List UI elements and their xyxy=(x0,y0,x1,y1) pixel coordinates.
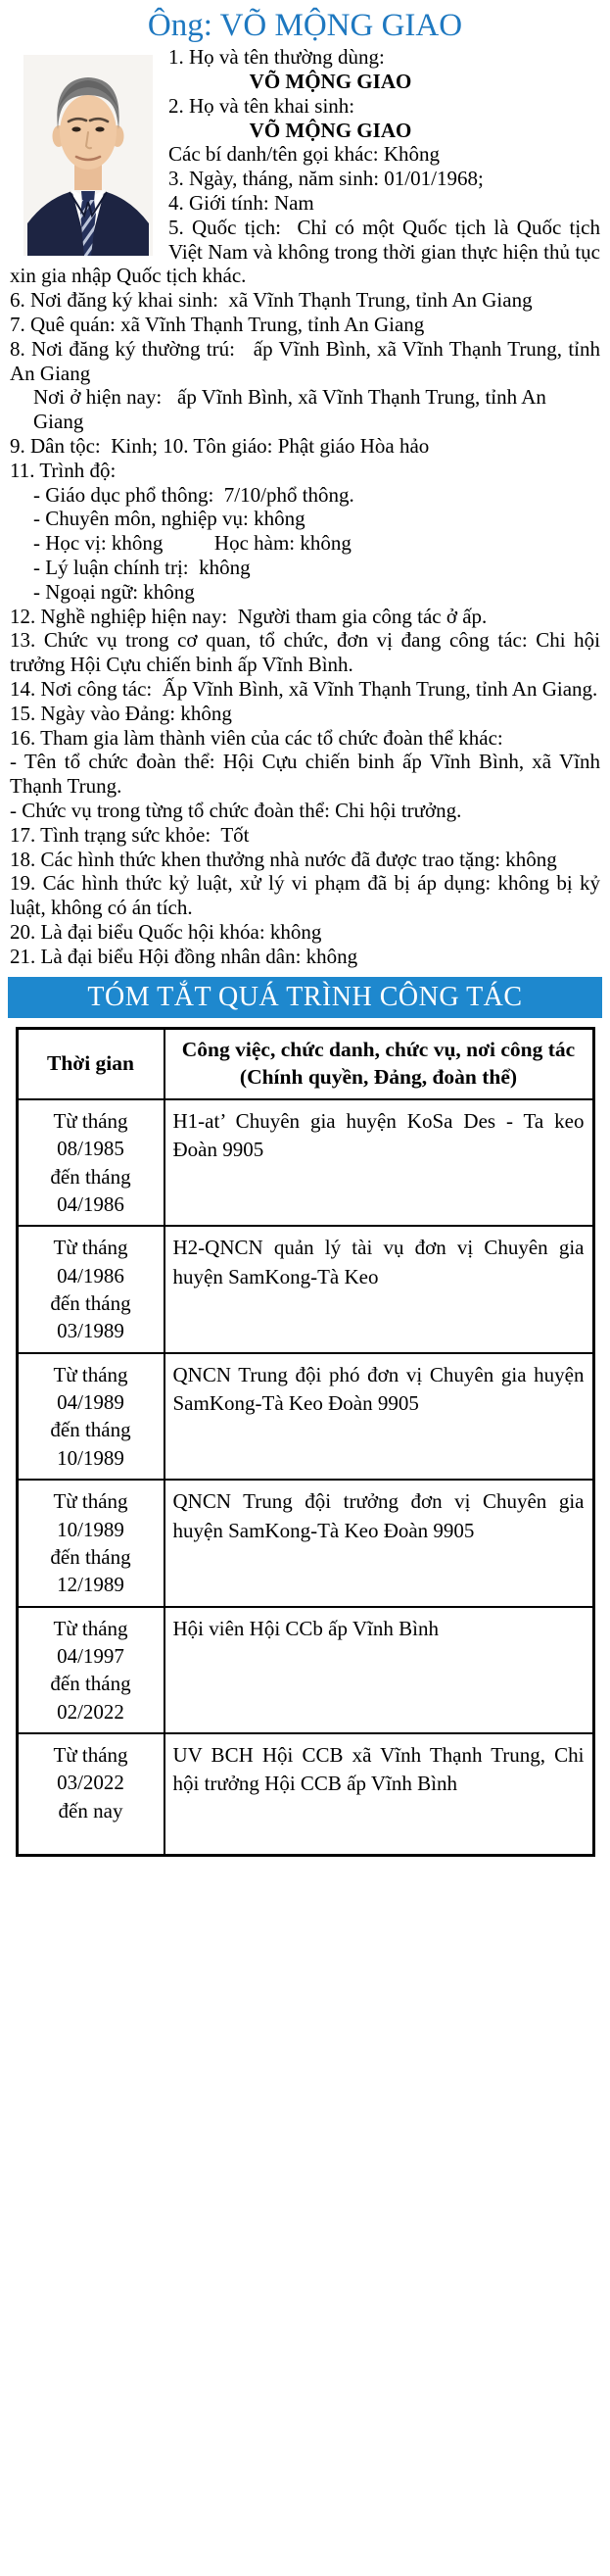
job-cell: QNCN Trung đội phó đơn vị Chuyên gia huyện SamKong-Tà Keo Đoàn 9905 xyxy=(164,1353,594,1480)
item-11-foreign-language: - Ngoại ngữ: không xyxy=(33,579,195,604)
item-14-workplace: 14. Nơi công tác: Ấp Vĩnh Bình, xã Vĩnh Thạnh Trung, tỉnh An Giang. xyxy=(10,677,598,702)
table-row xyxy=(17,1353,593,1480)
profile-photo xyxy=(23,55,153,256)
item-1-common-name-label: 1. Họ và tên thường dùng: xyxy=(168,45,385,70)
period-cell xyxy=(17,1733,164,1856)
career-banner: TÓM TẮT QUÁ TRÌNH CÔNG TÁC xyxy=(8,977,602,1019)
item-16-organization-position: - Chức vụ trong từng tổ chức đoàn thể: Chi hội trưởng. xyxy=(10,799,462,822)
item-6-birth-registration: 6. Nơi đăng ký khai sinh: xã Vĩnh Thạnh Trung, tỉnh An Giang xyxy=(10,288,533,313)
job-cell: H1-at’ Chuyên gia huyện KoSa Des - Ta keo Đoàn 9905 xyxy=(164,1099,594,1226)
item-11-general-education: - Giáo dục phổ thông: 7/10/phổ thông. xyxy=(33,482,354,507)
career-table xyxy=(16,1027,595,1857)
item-2-birth-name-label: 2. Họ và tên khai sinh: xyxy=(168,93,355,118)
item-16-memberships-label: 16. Tham gia làm thành viên của các tổ chức đoàn thể khác: xyxy=(10,725,503,750)
portrait-graphic xyxy=(23,55,153,256)
period-from: Từ tháng 08/1985 xyxy=(53,1109,128,1161)
item-7-hometown: 7. Quê quán: xã Vĩnh Thạnh Trung, tỉnh An Giang xyxy=(10,313,425,337)
page-title: Ông: VÕ MỘNG GIAO xyxy=(147,8,463,43)
period-to: đến tháng 04/1986 xyxy=(50,1164,131,1217)
item-3-date-of-birth: 3. Ngày, tháng, năm sinh: 01/01/1968; xyxy=(168,167,484,191)
table-row xyxy=(17,1226,593,1352)
period-cell xyxy=(17,1353,164,1480)
period-to: đến tháng 10/1989 xyxy=(50,1418,131,1470)
item-11-political-theory: - Lý luận chính trị: không xyxy=(33,556,251,580)
item-16-organization-name: - Tên tổ chức đoàn thể: Hội Cựu chiến binh ấp Vĩnh Bình, xã Vĩnh Thạnh Trung. xyxy=(10,750,600,799)
col-header-job-line2: (Chính quyền, Đảng, đoàn thể) xyxy=(239,1065,518,1090)
item-17-health-status: 17. Tình trạng sức khỏe: Tốt xyxy=(10,822,250,847)
job-cell: UV BCH Hội CCB xã Vĩnh Thạnh Trung, Chi hội trưởng Hội CCB ấp Vĩnh Bình xyxy=(164,1733,594,1856)
table-row xyxy=(17,1480,593,1606)
table-row xyxy=(17,1733,593,1856)
col-header-job xyxy=(164,1029,594,1099)
item-aliases: Các bí danh/tên gọi khác: Không xyxy=(168,142,441,167)
period-to: đến tháng 12/1989 xyxy=(50,1544,131,1597)
period-to: đến nay xyxy=(58,1798,123,1823)
period-to: đến tháng 03/1989 xyxy=(50,1291,131,1343)
item-5-nationality: 5. Quốc tịch: Chỉ có một Quốc tịch là Quốc tịch Việt Nam và không trong thời gian thực hiện thủ tục xin gia nhập Quốc tịch khác. xyxy=(10,215,600,288)
item-current-residence: Nơi ở hiện nay: ấp Vĩnh Bình, xã Vĩnh Thạnh Trung, tỉnh An Giang xyxy=(33,385,546,434)
item-1-common-name-value: VÕ MỘNG GIAO xyxy=(249,70,412,94)
job-cell: QNCN Trung đội trưởng đơn vị Chuyên gia huyện SamKong-Tà Keo Đoàn 9905 xyxy=(164,1480,594,1606)
table-header-row xyxy=(17,1029,593,1099)
period-from: Từ tháng 04/1986 xyxy=(53,1236,128,1288)
table-row xyxy=(17,1607,593,1733)
period-from: Từ tháng 04/1997 xyxy=(53,1616,128,1668)
item-11-education-label: 11. Trình độ: xyxy=(10,458,117,482)
period-from: Từ tháng 03/2022 xyxy=(53,1742,128,1795)
period-cell xyxy=(17,1226,164,1352)
item-8-permanent-residence: 8. Nơi đăng ký thường trú: ấp Vĩnh Bình, xã Vĩnh Thạnh Trung, tỉnh An Giang xyxy=(10,336,600,385)
job-cell: Hội viên Hội CCb ấp Vĩnh Bình xyxy=(164,1607,594,1733)
job-cell: H2-QNCN quản lý tài vụ đơn vị Chuyên gia huyện SamKong-Tà Keo xyxy=(164,1226,594,1352)
item-4-gender: 4. Giới tính: Nam xyxy=(168,191,314,216)
item-11-professional-training: - Chuyên môn, nghiệp vụ: không xyxy=(33,507,305,531)
period-cell xyxy=(17,1099,164,1226)
item-2-birth-name-value: VÕ MỘNG GIAO xyxy=(249,118,412,142)
col-header-job-line1: Công việc, chức danh, chức vụ, nơi công tác xyxy=(181,1038,576,1062)
item-21-peoples-council-deputy: 21. Là đại biểu Hội đồng nhân dân: không xyxy=(10,944,358,968)
item-18-state-awards: 18. Các hình thức khen thưởng nhà nước đã được trao tặng: không xyxy=(10,847,557,871)
table-row xyxy=(17,1099,593,1226)
period-from: Từ tháng 10/1989 xyxy=(53,1489,128,1541)
period-to: đến tháng 02/2022 xyxy=(50,1672,131,1724)
item-15-party-admission-date: 15. Ngày vào Đảng: không xyxy=(10,701,232,725)
period-cell xyxy=(17,1480,164,1606)
item-11-degree-and-title: - Học vị: không Học hàm: không xyxy=(33,531,352,556)
period-from: Từ tháng 04/1989 xyxy=(53,1362,128,1415)
bio-section xyxy=(0,8,610,969)
item-19-disciplinary-actions: 19. Các hình thức kỷ luật, xử lý vi phạm đã bị áp dụng: không bị kỷ luật, không có án tích. xyxy=(10,871,600,920)
item-12-occupation: 12. Nghề nghiệp hiện nay: Người tham gia công tác ở ấp. xyxy=(10,604,488,628)
item-20-national-assembly-deputy: 20. Là đại biểu Quốc hội khóa: không xyxy=(10,919,322,944)
item-9-10-ethnicity-religion: 9. Dân tộc: Kinh; 10. Tôn giáo: Phật giáo Hòa hảo xyxy=(10,434,430,459)
item-13-position: 13. Chức vụ trong cơ quan, tổ chức, đơn vị đang công tác: Chi hội trưởng Hội Cựu chiến binh ấp Vĩnh Bình. xyxy=(10,628,600,677)
col-header-period: Thời gian xyxy=(17,1029,164,1099)
period-cell xyxy=(17,1607,164,1733)
